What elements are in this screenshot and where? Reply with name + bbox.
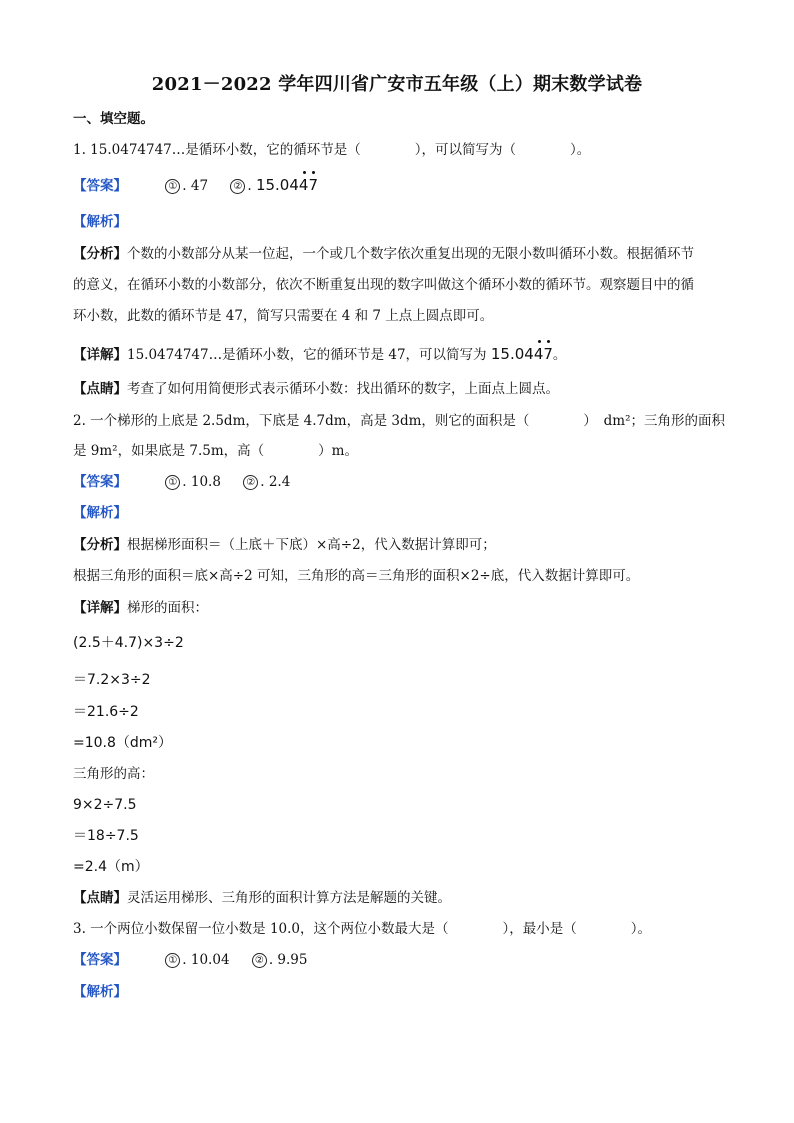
- calc-step-7: =2.4（m）: [73, 859, 149, 875]
- q2-fenxi-1: 【分析】根据梯形面积＝（上底＋下底）×高÷2，代入数据计算即可；: [73, 537, 496, 553]
- answer-tag: 【答案】: [73, 474, 127, 490]
- calc-step-2: ＝7.2×3÷2: [73, 672, 151, 688]
- answer-1: . 10.8: [182, 474, 221, 490]
- q2-fenxi-2: 根据三角形的面积＝底×高÷2 可知，三角形的高＝三角形的面积×2÷底，代入数据计算即可。: [73, 568, 640, 584]
- calc-step-5: 9×2÷7.5: [73, 797, 137, 813]
- circled-number-2: ②: [252, 953, 267, 968]
- calc-step-4: =10.8（dm²）: [73, 735, 173, 751]
- answer-2: . 9.95: [268, 952, 308, 968]
- question-2-line-2: 是 9m²，如果底是 7.5m，高（ ）m。: [73, 443, 358, 459]
- q3-answer-row: [73, 951, 723, 969]
- circled-number-2: ②: [230, 179, 245, 194]
- q1-xiangjie: 【详解】15.0474747…是循环小数，它的循环节是 47，可以简写为 15.04 4 7。: [73, 345, 723, 364]
- fenxi-tag: 【分析】: [73, 537, 127, 553]
- q2-answer-row: [73, 473, 723, 491]
- q1-dianjing: 【点睛】考查了如何用简便形式表示循环小数：找出循环的数字，上面点上圆点。: [73, 381, 559, 397]
- question-1: 1. 15.0474747…是循环小数，它的循环节是（ ），可以简写为（ ）。: [73, 142, 591, 158]
- dianjing-tag: 【点睛】: [73, 890, 127, 906]
- answer-2: . 2.4: [260, 474, 291, 490]
- circled-number-2: ②: [243, 475, 258, 490]
- q1-fenxi-2: 的意义，在循环小数的小数部分，依次不断重复出现的数字叫做这个循环小数的循环节。观察题目中的循: [73, 277, 694, 293]
- q1-analysis-tag: 【解析】: [73, 214, 127, 230]
- repeating-decimal-inline: 15.04 4 7: [491, 345, 553, 363]
- answer-tag: 【答案】: [73, 952, 127, 968]
- dianjing-tag: 【点睛】: [73, 381, 127, 397]
- q2-analysis-tag: 【解析】: [73, 505, 127, 521]
- answer-1: . 10.04: [182, 952, 230, 968]
- circled-number-1: ①: [165, 953, 180, 968]
- q2-dianjing: 【点睛】灵活运用梯形、三角形的面积计算方法是解题的关键。: [73, 890, 451, 906]
- answer-1: . 47: [182, 178, 209, 194]
- q3-analysis-tag: 【解析】: [73, 984, 127, 1000]
- triangle-height-label: 三角形的高：: [73, 766, 154, 782]
- xiangjie-tag: 【详解】: [73, 600, 127, 616]
- section-heading: 一、填空题。: [73, 111, 154, 127]
- q1-fenxi-1: 【分析】个数的小数部分从某一位起，一个或几个数字依次重复出现的无限小数叫循环小数。根据循环节: [73, 246, 694, 262]
- circled-number-1: ①: [165, 475, 180, 490]
- calc-step-6: ＝18÷7.5: [73, 828, 139, 844]
- q2-xiangjie: 【详解】梯形的面积：: [73, 600, 208, 616]
- question-2-line-1: 2. 一个梯形的上底是 2.5dm，下底是 4.7dm，高是 3dm，则它的面积是（ ） dm²；三角形的面积: [73, 413, 726, 429]
- xiangjie-tag: 【详解】: [73, 347, 127, 363]
- circled-number-1: ①: [165, 179, 180, 194]
- q1-answer-row: 【答案】 ① . 47 ② . 15.04 4 7: [73, 176, 723, 195]
- page-title: 2021－2022 学年四川省广安市五年级（上）期末数学试卷: [151, 74, 643, 95]
- answer-tag: 【答案】: [73, 178, 127, 194]
- question-3: 3. 一个两位小数保留一位小数是 10.0，这个两位小数最大是（ ），最小是（ ）。: [73, 921, 652, 937]
- calc-step-3: ＝21.6÷2: [73, 704, 139, 720]
- repeating-decimal: 15.04 4 7: [256, 176, 318, 194]
- fenxi-tag: 【分析】: [73, 246, 127, 262]
- calc-step-1: (2.5＋4.7)×3÷2: [73, 635, 184, 651]
- q1-fenxi-3: 环小数，此数的循环节是 47，简写只需要在 4 和 7 上点上圆点即可。: [73, 308, 494, 324]
